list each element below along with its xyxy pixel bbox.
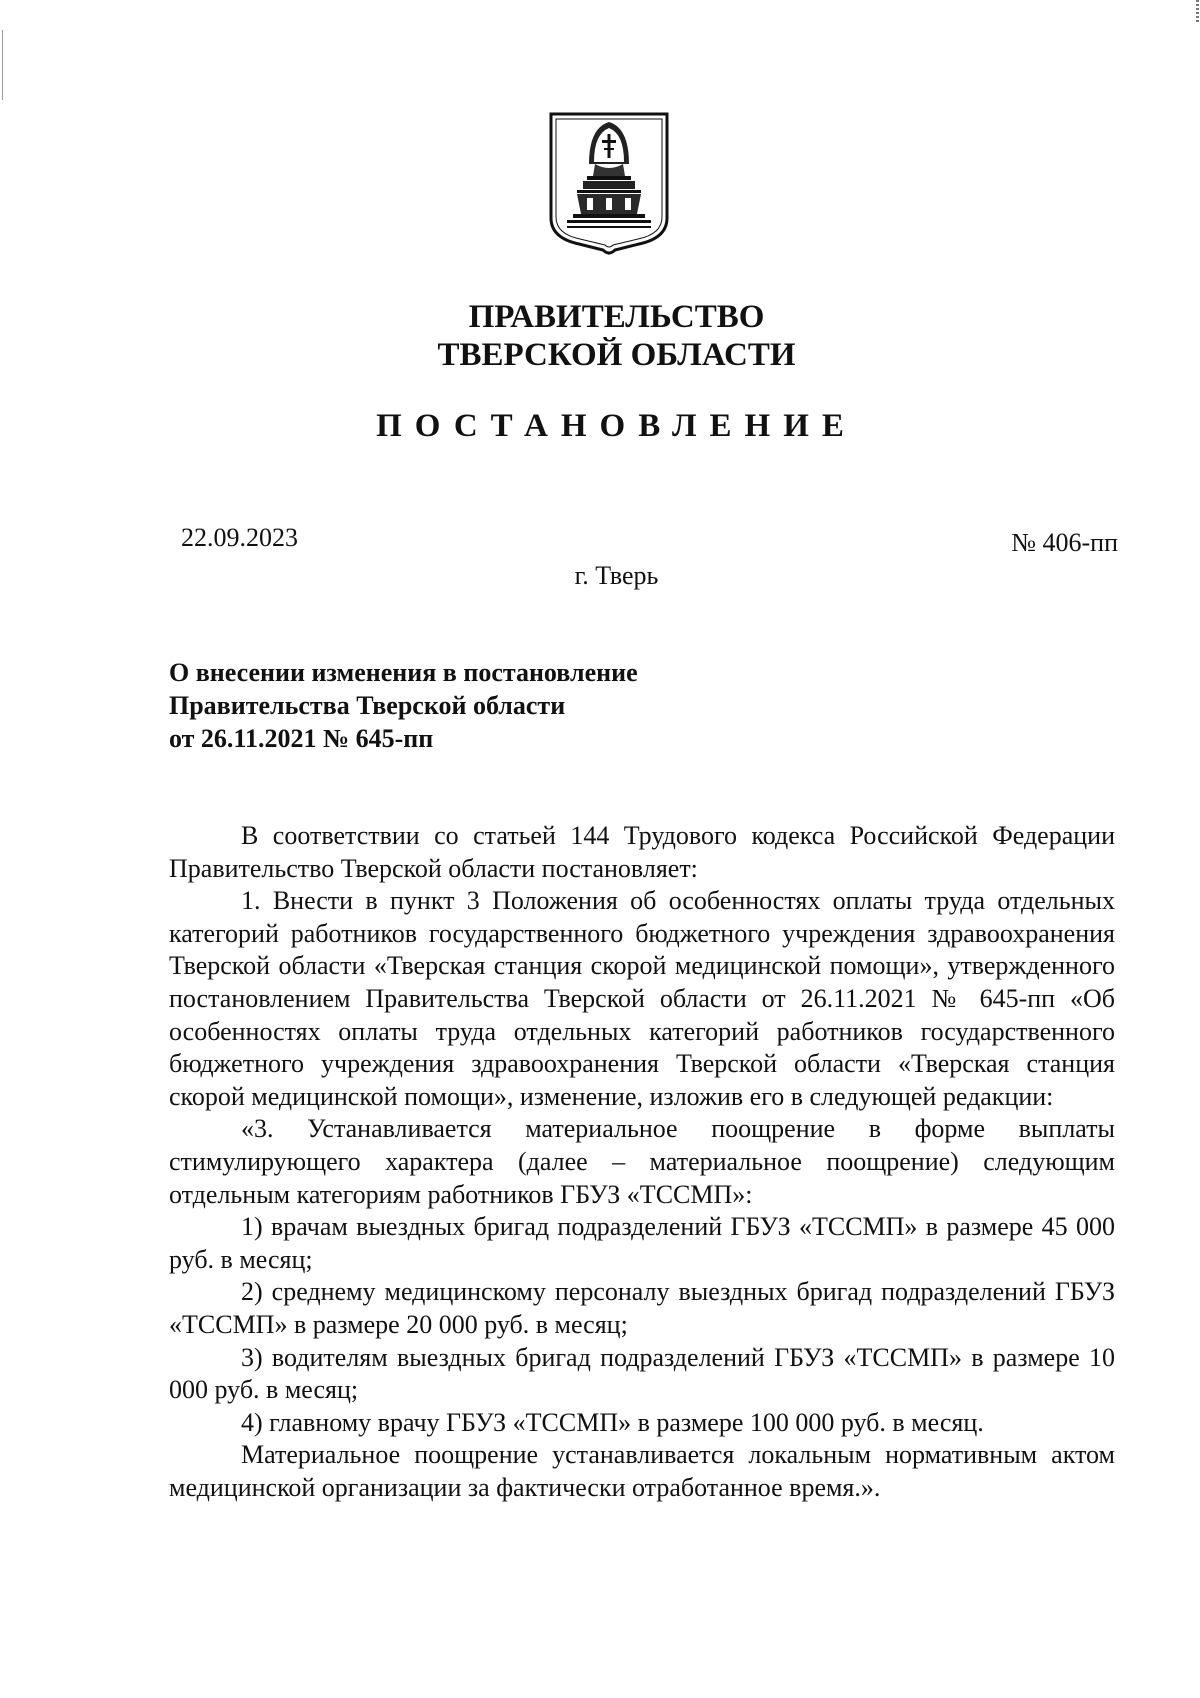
document-date: 22.09.2023 — [181, 523, 298, 552]
scan-edge-mark — [2, 30, 3, 100]
body-paragraph-closing: Материальное поощрение устанавливается локальным нормативным актом медицинской организации за фактически отработанное время.». — [169, 1440, 1115, 1502]
body-paragraph-item-3: «3. Устанавливается материальное поощрение в форме выплаты стимулирующего характера (далее – материальное поощрение) следующим отдельным категориям работников ГБУЗ «ТССМП»: — [169, 1114, 1115, 1209]
document-number: № 406-пп — [1011, 528, 1118, 557]
document-body — [169, 820, 1115, 1504]
subject-line: Правительства Тверской области — [169, 691, 566, 720]
tver-coat-of-arms-icon — [547, 110, 671, 260]
body-paragraph-subitem-4: 4) главному врачу ГБУЗ «ТССМП» в размере 100 000 руб. в месяц. — [241, 1407, 984, 1437]
body-paragraph-item-1: 1. Внести в пункт 3 Положения об особенностях оплаты труда отдельных категорий работников государственного бюджетного учреждения здравоохранения Тверской области «Тверская станция скорой медицинской помощи», утвержденного постановлением Правительства Тверской области от 26.11.2021 № 645-пп «Об особенностях оплаты труда отдельных категорий работников государственного бюджетного учреждения здравоохранения Тверской области «Тверская станция скорой медицинской помощи», изменение, изложив его в следующей редакции: — [169, 886, 1115, 1111]
body-paragraph-preamble: В соответствии со статьей 144 Трудового кодекса Российской Федерации Правительство Тверской области постановляет: — [169, 821, 1115, 883]
document-subject — [169, 656, 869, 755]
subject-line: О внесении изменения в постановление — [169, 658, 638, 687]
government-title-line-1: ПРАВИТЕЛЬСТВО — [468, 299, 765, 335]
body-paragraph-subitem-1: 1) врачам выездных бригад подразделений ГБУЗ «ТССМП» в размере 45 000 руб. в месяц; — [169, 1212, 1115, 1274]
scan-edge-mark — [1196, 0, 1199, 24]
government-title-line-2: ТВЕРСКОЙ ОБЛАСТИ — [437, 337, 796, 373]
body-paragraph-subitem-2: 2) среднему медицинскому персоналу выездных бригад подразделений ГБУЗ «ТССМП» в размере 20 000 руб. в месяц; — [169, 1277, 1115, 1339]
body-paragraph-subitem-3: 3) водителям выездных бригад подразделений ГБУЗ «ТССМП» в размере 10 000 руб. в месяц; — [169, 1342, 1115, 1405]
document-city: г. Тверь — [574, 561, 659, 590]
subject-line: от 26.11.2021 № 645-пп — [169, 724, 434, 753]
document-type-title: ПОСТАНОВЛЕНИЕ — [376, 408, 857, 444]
